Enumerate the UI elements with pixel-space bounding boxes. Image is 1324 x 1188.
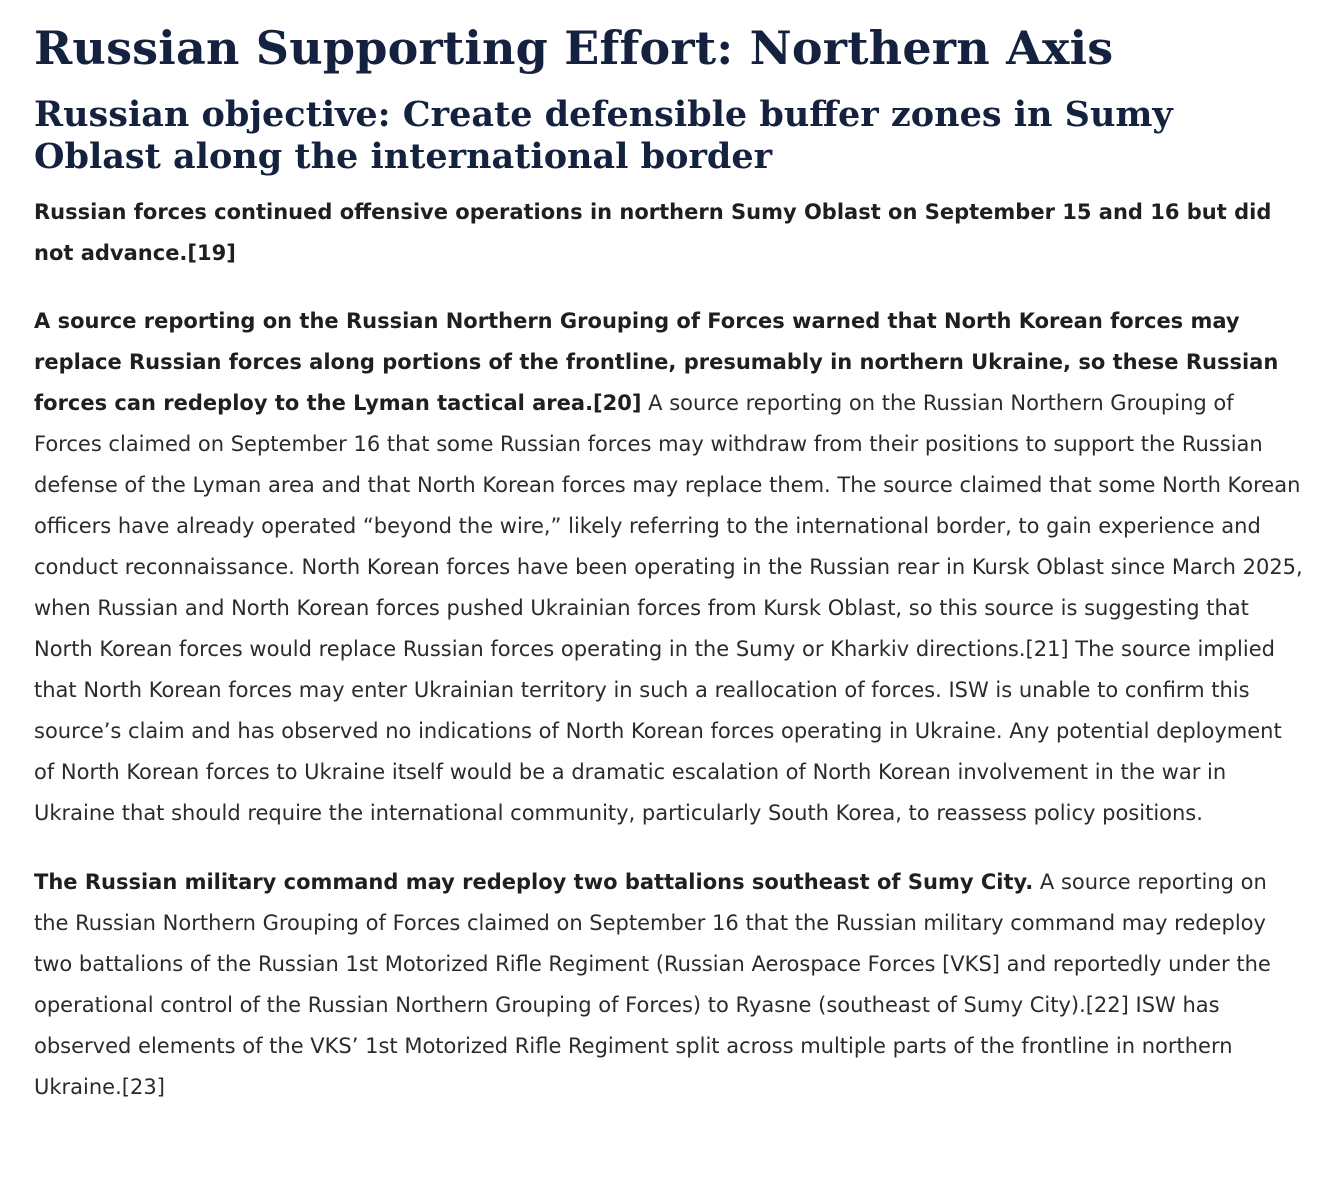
paragraph-1 xyxy=(34,192,1304,274)
page-title: Russian Supporting Effort: Northern Axis xyxy=(34,21,1114,75)
paragraph-3 xyxy=(34,862,1304,1108)
paragraph-2-text: A source reporting on the Russian Northern Grouping of Forces claimed on September 16 that some Russian forces may withdraw from their positions to support the Russian defense of the Lyman area and that North Korean forces may replace them. The source claimed that some North Korean officers have already operated “beyond the wire,” likely referring to the international border, to gain experience and conduct reconnaissance. North Korean forces have been operating in the Russian rear in Kursk Oblast since March 2025, when Russian and North Korean forces pushed Ukrainian forces from Kursk Oblast, so this source is suggesting that North Korean forces would replace Russian forces operating in the Sumy or Kharkiv directions.[21] The source implied that North Korean forces may enter Ukrainian territory in such a reallocation of forces. ISW is unable to confirm this source’s claim and has observed no indications of North Korean forces operating in Ukraine. Any potential deployment of North Korean forces to Ukraine itself would be a dramatic escalation of North Korean involvement in the war in Ukraine that should require the international community, particularly South Korea, to reassess policy positions. xyxy=(34,391,1303,825)
article xyxy=(34,0,1304,1108)
paragraph-3-text: A source reporting on the Russian Northern Grouping of Forces claimed on September 16 that the Russian military command may redeploy two battalions of the Russian 1st Motorized Rifle Regiment (Russian Aerospace Forces [VKS] and reportedly under the operational control of the Russian Northern Grouping of Forces) to Ryasne (southeast of Sumy City).[22] ISW has observed elements of the VKS’ 1st Motorized Rifle Regiment split across multiple parts of the frontline in northern Ukraine.[23] xyxy=(34,870,1271,1099)
paragraph-2 xyxy=(34,301,1304,834)
paragraph-3-bold: The Russian military command may redeploy two battalions southeast of Sumy City. xyxy=(34,870,1034,894)
section-subtitle: Russian objective: Create defensible buffer zones in Sumy Oblast along the international border xyxy=(34,94,1173,177)
paragraph-2-bold: A source reporting on the Russian Northern Grouping of Forces warned that North Korean forces may replace Russian forces along portions of the frontline, presumably in northern Ukraine, so these Russian forces can redeploy to the Lyman tactical area.[20] xyxy=(34,309,1279,415)
paragraph-1-bold: Russian forces continued offensive operations in northern Sumy Oblast on September 15 and 16 but did not advance.[19] xyxy=(34,200,1272,265)
